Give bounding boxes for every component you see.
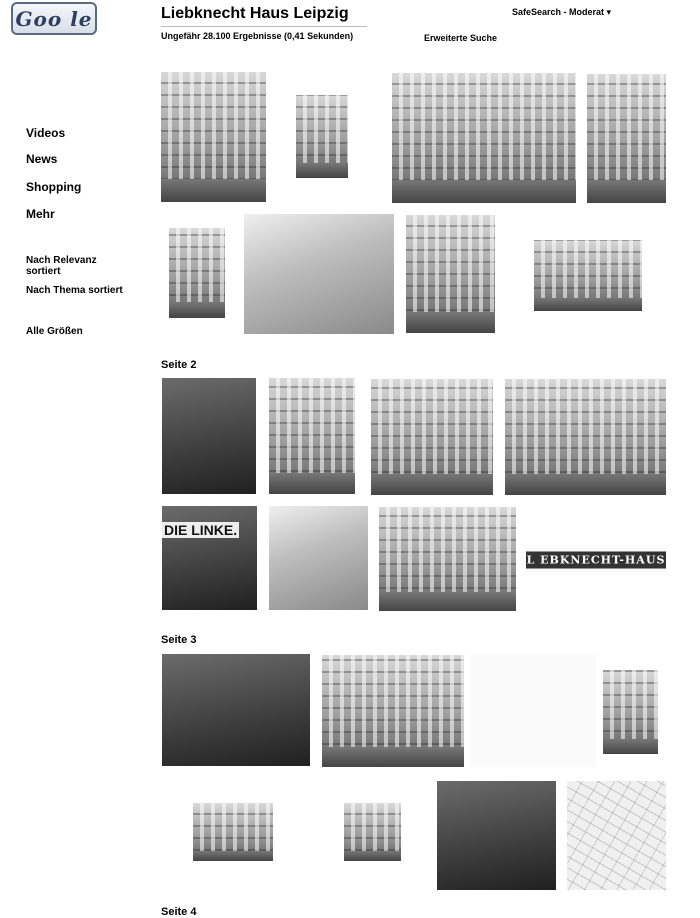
image-result[interactable]: [193, 803, 273, 861]
safesearch-dropdown[interactable]: SafeSearch - Moderat ▾: [512, 7, 612, 17]
image-result[interactable]: [169, 228, 225, 318]
sort-by-relevance[interactable]: Nach Relevanz sortiert: [26, 255, 97, 277]
sort-by-theme[interactable]: Nach Thema sortiert: [26, 285, 123, 296]
page-label-2[interactable]: Seite 2: [161, 359, 197, 371]
image-result[interactable]: [526, 548, 666, 572]
nav-videos[interactable]: Videos: [26, 126, 66, 140]
image-result[interactable]: [379, 507, 516, 611]
image-result[interactable]: [505, 379, 666, 495]
page-label-4[interactable]: Seite 4: [161, 906, 197, 918]
image-result[interactable]: [162, 654, 310, 766]
image-result[interactable]: [244, 214, 394, 334]
nav-shopping[interactable]: Shopping: [26, 180, 82, 194]
size-filter[interactable]: Alle Größen: [26, 326, 83, 337]
image-result[interactable]: [603, 670, 658, 754]
image-result[interactable]: [534, 240, 642, 311]
image-result[interactable]: [161, 72, 266, 202]
image-result[interactable]: [162, 378, 256, 494]
image-result[interactable]: [406, 215, 495, 333]
image-result[interactable]: [296, 95, 348, 178]
image-result[interactable]: [269, 378, 355, 494]
nav-more[interactable]: Mehr: [26, 207, 55, 221]
google-logo[interactable]: [11, 2, 97, 35]
image-result[interactable]: [437, 781, 556, 890]
image-result[interactable]: [392, 73, 576, 203]
logo-text: Goo le: [15, 6, 93, 31]
advanced-search-link[interactable]: Erweiterte Suche: [424, 33, 498, 43]
result-stats: Ungefähr 28.100 Ergebnisse (0,41 Sekunden): [161, 31, 354, 41]
image-result[interactable]: [470, 655, 596, 767]
sign-text: L EBKNECHT-HAUS: [526, 553, 666, 567]
page-label-3[interactable]: Seite 3: [161, 634, 197, 646]
title-divider: [161, 26, 367, 27]
nav-news[interactable]: News: [26, 152, 58, 166]
query-title[interactable]: Liebknecht Haus Leipzig: [161, 5, 349, 22]
image-result[interactable]: [587, 74, 666, 203]
image-result[interactable]: [162, 506, 257, 610]
image-result[interactable]: [567, 781, 666, 890]
image-result[interactable]: [344, 803, 401, 861]
image-result[interactable]: [269, 506, 368, 610]
banner-text: DIE LINKE.: [164, 522, 238, 538]
image-result[interactable]: [371, 379, 493, 495]
image-result[interactable]: [322, 655, 464, 767]
